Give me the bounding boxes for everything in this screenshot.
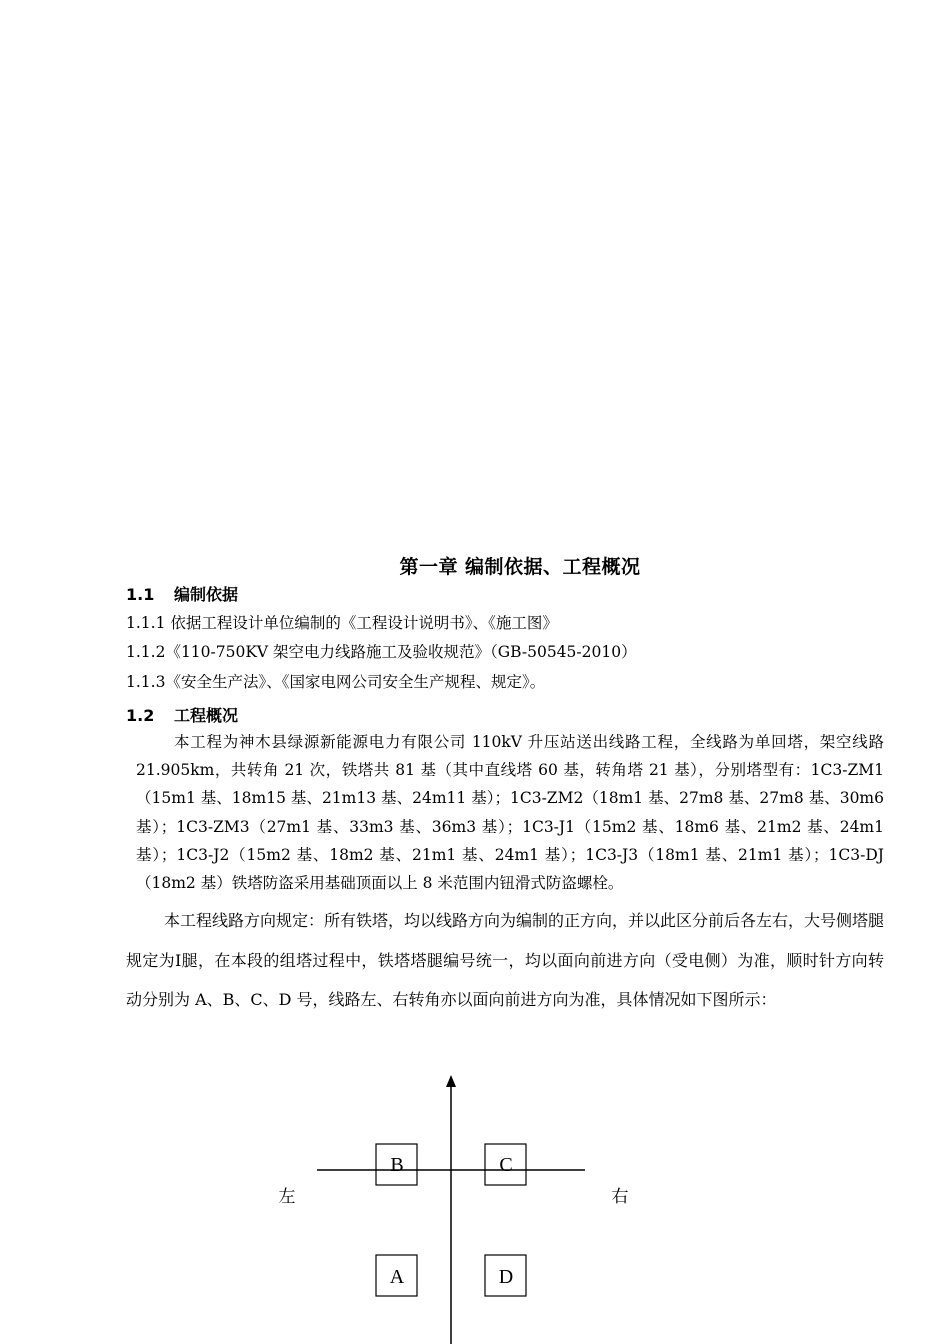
leg-a-label: A [389,1266,405,1288]
section-number: 1.2 [126,706,155,725]
right-side-label: 右 [611,1187,629,1207]
leg-b-label: B [390,1154,404,1176]
basis-item-1: 1.1.1 依据工程设计单位编制的《工程设计说明书》、《施工图》 [126,614,558,632]
basis-item-3: 1.1.3《安全生产法》、《国家电网公司安全生产规程、规定》。 [126,673,546,691]
leg-d-label: D [498,1266,514,1288]
left-side-label: 左 [278,1187,296,1207]
direction-paragraph: 本工程线路方向规定：所有铁塔，均以线路方向为编制的正方向，并以此区分前后各左右，大号侧塔腿规定为Ⅰ腿，在本段的组塔过程中，铁塔塔腿编号统一，均以面向前进方向（受电侧）为准，顺时针方向转动分别为 A、B、C、D 号，线路左、右转角亦以面向前进方向为准，具体情况如下图所示： [126,911,885,1009]
forward-arrow-icon [446,1075,456,1087]
basis-item-2: 1.1.2《110-750KV 架空电力线路施工及验收规范》（GB-50545-2010） [126,643,637,661]
section-title: 工程概况 [174,706,239,725]
chapter-title: 第一章 编制依据、工程概况 [399,556,641,578]
section-number: 1.1 [126,585,155,604]
section-title: 编制依据 [174,585,239,604]
overview-paragraph: 本工程为神木县绿源新能源电力有限公司 110kV 升压站送出线路工程，全线路为单回塔，架空线路 21.905km，共转角 21 次，铁塔共 81 基（其中直线塔 60 基，转角塔 21 基），分别塔型有：1C3-ZM1（15m1 基、18m15 基、21m13 基、24m11 基）；1C3-ZM2（18m1 基、27m8 基、27m8 基、30m6 基）；1C3-ZM3（27m1 基、33m3 基、36m3 基）；1C3-J1（15m2 基、18m6 基、21m2 基、24m1 基）；1C3-J2（15m2 基、18m2 基、21m1 基、24m1 基）；1C3-J3（18m1 基、21m1 基）；1C3-DJ（18m2 基）铁塔防盗采用基础顶面以上 8 米范围内钮滑式防盗螺栓。 [136,733,884,893]
leg-c-label: C [499,1154,513,1176]
